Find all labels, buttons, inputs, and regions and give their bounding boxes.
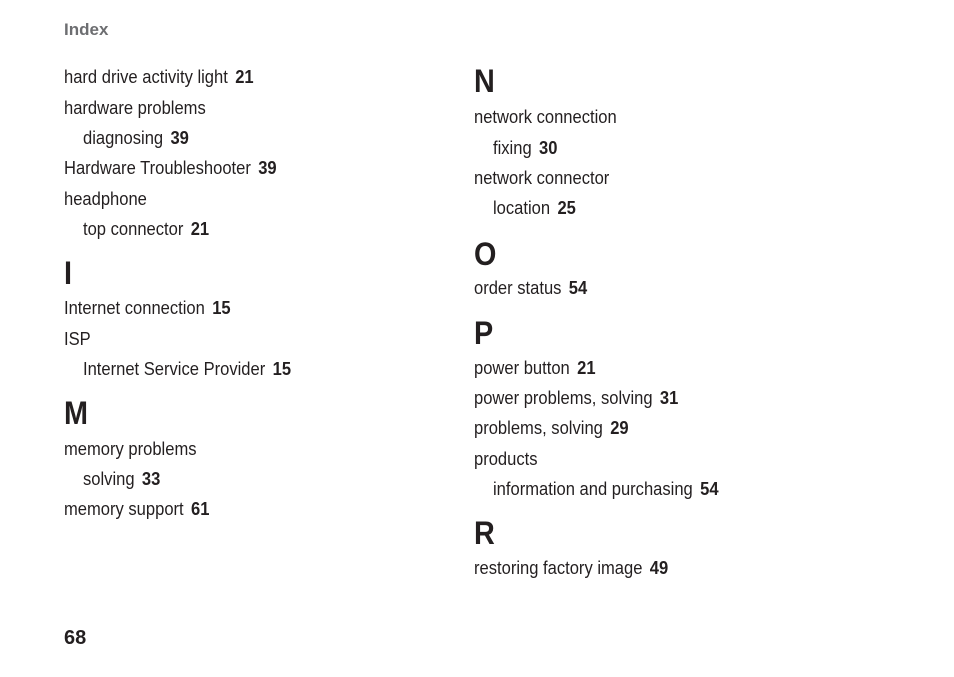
index-subentry-solving <box>83 468 160 490</box>
entry-term: power button <box>474 358 570 378</box>
entry-page-ref: 29 <box>610 418 629 438</box>
index-subentry-fixing <box>493 137 557 159</box>
entry-term: memory support <box>64 499 184 519</box>
entry-term: Internet connection <box>64 298 205 318</box>
entry-term: headphone <box>64 189 147 209</box>
entry-term: network connector <box>474 168 610 188</box>
index-subentry-information-and-purchasing <box>493 478 719 500</box>
entry-page-ref: 61 <box>191 499 210 519</box>
entry-page-ref: 49 <box>649 558 669 578</box>
entry-page-ref: 39 <box>170 128 189 148</box>
entry-term: restoring factory image <box>474 558 643 578</box>
entry-page-ref: 54 <box>700 479 719 499</box>
section-letter-n: N <box>474 63 495 99</box>
index-subentry-location <box>493 197 576 219</box>
index-entry-hardware-troubleshooter <box>64 157 277 179</box>
index-entry-order-status <box>474 277 587 299</box>
entry-page-ref: 33 <box>141 469 161 489</box>
index-entry-hardware-problems <box>64 97 206 119</box>
entry-page-ref: 21 <box>577 358 596 378</box>
entry-term: ISP <box>64 329 91 349</box>
index-entry-problems-solving <box>474 417 629 439</box>
section-letter-i: I <box>64 255 73 291</box>
index-entry-network-connection <box>474 106 617 128</box>
page-number: 68 <box>64 627 87 649</box>
entry-term: hardware problems <box>64 98 206 118</box>
entry-term: products <box>474 449 538 469</box>
entry-page-ref: 31 <box>659 388 679 408</box>
entry-term: Hardware Troubleshooter <box>64 158 251 178</box>
index-entry-power-button <box>474 357 596 379</box>
running-header: Index <box>64 20 109 39</box>
entry-page-ref: 30 <box>539 138 558 158</box>
index-entry-internet-connection <box>64 297 231 319</box>
index-subentry-diagnosing <box>83 127 189 149</box>
entry-term: solving <box>83 469 135 489</box>
index-entry-headphone <box>64 188 147 210</box>
entry-page-ref: 25 <box>557 198 576 218</box>
entry-term: diagnosing <box>83 128 164 148</box>
entry-term: order status <box>474 278 562 298</box>
index-entry-hard-drive-activity-light <box>64 66 254 88</box>
entry-page-ref: 15 <box>212 298 231 318</box>
index-entry-products <box>474 448 538 470</box>
entry-page-ref: 54 <box>568 278 588 298</box>
entry-term: power problems, solving <box>474 388 653 408</box>
entry-term: information and purchasing <box>493 479 693 499</box>
entry-page-ref: 39 <box>258 158 277 178</box>
entry-term: problems, solving <box>474 418 603 438</box>
entry-page-ref: 21 <box>190 219 210 239</box>
entry-term: Internet Service Provider <box>83 359 266 379</box>
index-entry-isp <box>64 328 91 350</box>
section-letter-p: P <box>474 315 494 351</box>
entry-term: fixing <box>493 138 532 158</box>
index-entry-memory-support <box>64 498 209 520</box>
section-letter-m: M <box>64 395 88 431</box>
entry-term: location <box>493 198 551 218</box>
entry-page-ref: 15 <box>272 359 292 379</box>
section-letter-r: R <box>474 515 495 551</box>
index-entry-network-connector <box>474 167 609 189</box>
entry-term: top connector <box>83 219 184 239</box>
index-entry-restoring-factory-image <box>474 557 668 579</box>
index-subentry-internet-service-provider <box>83 358 291 380</box>
index-subentry-top-connector <box>83 218 209 240</box>
section-letter-o: O <box>474 236 497 272</box>
index-entry-memory-problems <box>64 438 197 460</box>
index-entry-power-problems-solving <box>474 387 678 409</box>
entry-term: memory problems <box>64 439 197 459</box>
entry-term: network connection <box>474 107 617 127</box>
entry-term: hard drive activity light <box>64 67 228 87</box>
entry-page-ref: 21 <box>235 67 254 87</box>
